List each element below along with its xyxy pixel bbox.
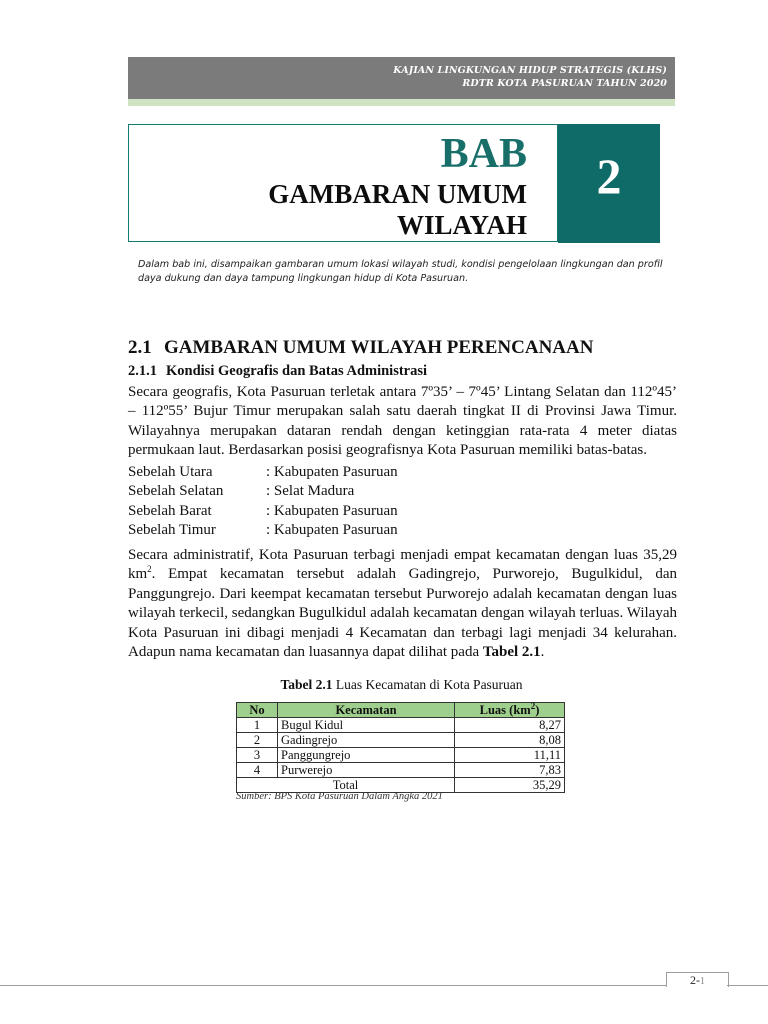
- column-header-luas: [455, 700, 565, 718]
- section-title: GAMBARAN UMUM WILAYAH PERENCANAAN: [164, 337, 594, 358]
- superscript: 2: [530, 700, 536, 711]
- footer-rule: [727, 985, 768, 986]
- boundary-list: [128, 463, 398, 541]
- boundary-label: Sebelah Timur: [128, 522, 216, 539]
- paragraph-text: .: [540, 644, 545, 661]
- cell-luas: 11,11: [455, 748, 565, 763]
- cell-no: 4: [237, 763, 278, 778]
- header-text: [393, 64, 667, 90]
- paragraph-geography: Secara geografis, Kota Pasuruan terletak antara 7º35’ – 7º45’ Lintang Selatan dan 112º45’ – 112º55’ Bujur Timur merupakan salah satu daerah tingkat II di Provinsi Jawa Timur. Wilayahnya merupakan dataran rendah dengan ketinggian rata-rata 4 meter diatas permukaan laut. Berdasarkan posisi geografisnya Kota Pasuruan memiliki batas-batas.: [128, 384, 677, 459]
- table-row: [237, 718, 565, 733]
- paragraph-text: . Empat kecamatan tersebut adalah Gadingrejo, Purworejo, Bugulkidul, dan Panggungrejo. Dari keempat kecamatan tersebut Purworejo adalah kecamatan dengan luas wilayah terkecil, sedangkan Bugulkidul adalah kecamatan dengan wilayah terluas. Wilayah Kota Pasuruan ini dibagi menjadi 4 Kecamatan dan terbagi lagi menjadi 34 kelurahan. Adapun nama kecamatan dan luasannya dapat dilihat pada: [128, 566, 677, 661]
- boundary-label: Sebelah Selatan: [128, 483, 224, 500]
- chapter-title-line-1: GAMBARAN UMUM: [268, 179, 527, 209]
- boundary-value: : Kabupaten Pasuruan: [266, 464, 398, 480]
- chapter-number-box: [558, 124, 660, 243]
- header-text: Luas (km: [479, 702, 531, 717]
- chapter-title-box: [128, 124, 558, 242]
- cell-kecamatan: Gadingrejo: [278, 733, 455, 748]
- boundary-value: : Kabupaten Pasuruan: [266, 522, 398, 539]
- header-accent-strip: [128, 99, 675, 106]
- column-header-kecamatan: Kecamatan: [278, 703, 455, 718]
- boundary-label: Sebelah Barat: [128, 502, 212, 519]
- header-text: ): [535, 702, 540, 717]
- document-header-band: [128, 57, 675, 99]
- boundary-value: : Kabupaten Pasuruan: [266, 502, 398, 519]
- subsection-number: 2.1.1: [128, 363, 157, 379]
- paragraph-administrative: [128, 546, 677, 662]
- page-number: [667, 973, 728, 989]
- boundary-row: [128, 502, 398, 521]
- cell-no: 2: [237, 733, 278, 748]
- page-number-sub: 1: [700, 976, 705, 987]
- cell-kecamatan: Purwerejo: [278, 763, 455, 778]
- district-area-table: [236, 702, 565, 793]
- table-caption-text: Luas Kecamatan di Kota Pasuruan: [332, 677, 523, 692]
- section-heading: [128, 337, 593, 359]
- section-number: 2.1: [128, 337, 152, 358]
- table-caption-label: Tabel 2.1: [280, 677, 333, 692]
- column-header-no: No: [237, 703, 278, 718]
- subsection-heading: [128, 362, 427, 380]
- total-label: Total: [237, 778, 455, 793]
- cell-no: 3: [237, 748, 278, 763]
- page-number-tab: [666, 972, 729, 987]
- total-value: 35,29: [455, 778, 565, 793]
- cell-luas: 7,83: [455, 763, 565, 778]
- footer-rule: [0, 985, 666, 986]
- boundary-row: [128, 521, 398, 540]
- boundary-row: [128, 463, 398, 482]
- cell-luas: 8,08: [455, 733, 565, 748]
- chapter-intro: Dalam bab ini, disampaikan gambaran umum lokasi wilayah studi, kondisi pengelolaan lingkungan dan profil daya dukung dan daya tampung lingkungan hidup di Kota Pasuruan.: [138, 259, 663, 284]
- subsection-title: Kondisi Geografis dan Batas Administrasi: [166, 363, 428, 379]
- table-row: [237, 748, 565, 763]
- table-reference: Tabel 2.1: [482, 644, 541, 661]
- table-source: Sumber: BPS Kota Pasuruan Dalam Angka 2021: [236, 791, 443, 802]
- boundary-value: : Selat Madura: [266, 483, 355, 500]
- table-row: [237, 763, 565, 778]
- page-number-main: 2-: [690, 973, 700, 987]
- chapter-title: [268, 179, 527, 241]
- table-caption: [236, 677, 567, 693]
- boundary-row: [128, 482, 398, 501]
- cell-kecamatan: Panggungrejo: [278, 748, 455, 763]
- header-line-2: RDTR KOTA PASURUAN TAHUN 2020: [462, 78, 667, 89]
- table-row: [237, 733, 565, 748]
- chapter-number: 2: [596, 148, 622, 204]
- cell-kecamatan: Bugul Kidul: [278, 718, 455, 733]
- cell-luas: 8,27: [455, 718, 565, 733]
- paragraph-text: Secara administratif, Kota Pasuruan terbagi menjadi empat kecamatan dengan luas 35,29 km: [128, 547, 677, 583]
- table-header-row: [237, 703, 565, 718]
- chapter-label: BAB: [440, 131, 527, 177]
- cell-no: 1: [237, 718, 278, 733]
- boundary-label: Sebelah Utara: [128, 464, 213, 480]
- superscript: 2: [147, 564, 152, 575]
- chapter-title-line-2: WILAYAH: [396, 210, 527, 240]
- header-line-1: KAJIAN LINGKUNGAN HIDUP STRATEGIS (KLHS): [393, 65, 667, 76]
